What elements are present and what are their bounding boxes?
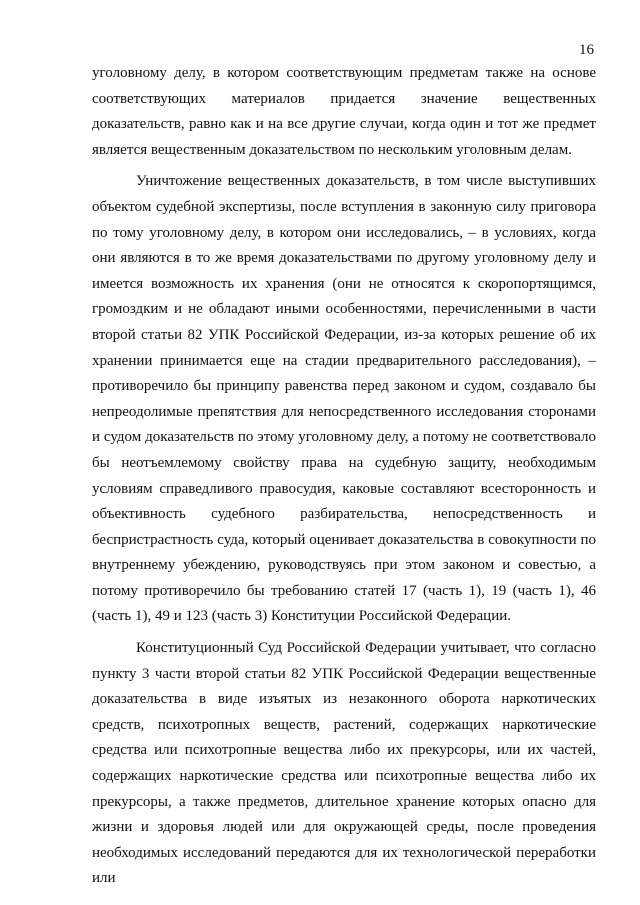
paragraph-continued: уголовному делу, в котором соответствующим предметам также на основе соответствующих материалов придается значение вещественных доказательств, равно как и на все другие случаи, когда один и тот же предмет является вещественным доказательством по нескольким уголовным делам. [92,65,596,158]
paragraph-constitutional-court: Конституционный Суд Российской Федерации учитывает, что согласно пункту 3 части второй статьи 82 УПК Российской Федерации вещественные доказательства в виде изъятых из незаконного оборота наркотических средств, психотропных веществ, растений, содержащих наркотические средства или психотропные вещества либо их прекурсоры, или их частей, содержащих наркотические средства или психотропные вещества либо их прекурсоры, а также предметов, длительное хранение которых опасно для жизни и здоровья людей или для окружающей среды, после проведения необходимых исследований передаются для их технологической переработки или [92,640,596,887]
document-body [92,61,596,892]
page-number: 16 [579,42,594,58]
paragraph-destruction-of-evidence: Уничтожение вещественных доказательств, в том числе выступивших объектом судебной экспертизы, после вступления в законную силу приговора по тому уголовному делу, в котором они исследовались, – в условиях, когда они являются в то же время доказательствами по другому уголовному делу и имеется возможность их хранения (они не относятся к скоропортящимся, громоздким и не обладают иными особенностями, перечисленными в части второй статьи 82 УПК Российской Федерации, из-за которых решение об их хранении принимается еще на стадии предварительного расследования), – противоречило бы принципу равенства перед законом и судом, создавало бы непреодолимые препятствия для непосредственного исследования сторонами и судом доказательств по этому уголовному делу, а потому не соответствовало бы неотъемлемому свойству права на судебную защиту, необходимым условиям справедливого правосудия, каковые составляют всесторонность и объективность судебного разбирательства, непосредственность и беспристрастность суда, который оценивает доказательства в совокупности по внутреннему убеждению, руководствуясь при этом законом и совестью, а потому противоречило бы требованию статей 17 (часть 1), 19 (часть 1), 46 (часть 1), 49 и 123 (часть 3) Конституции Российской Федерации. [92,173,596,625]
